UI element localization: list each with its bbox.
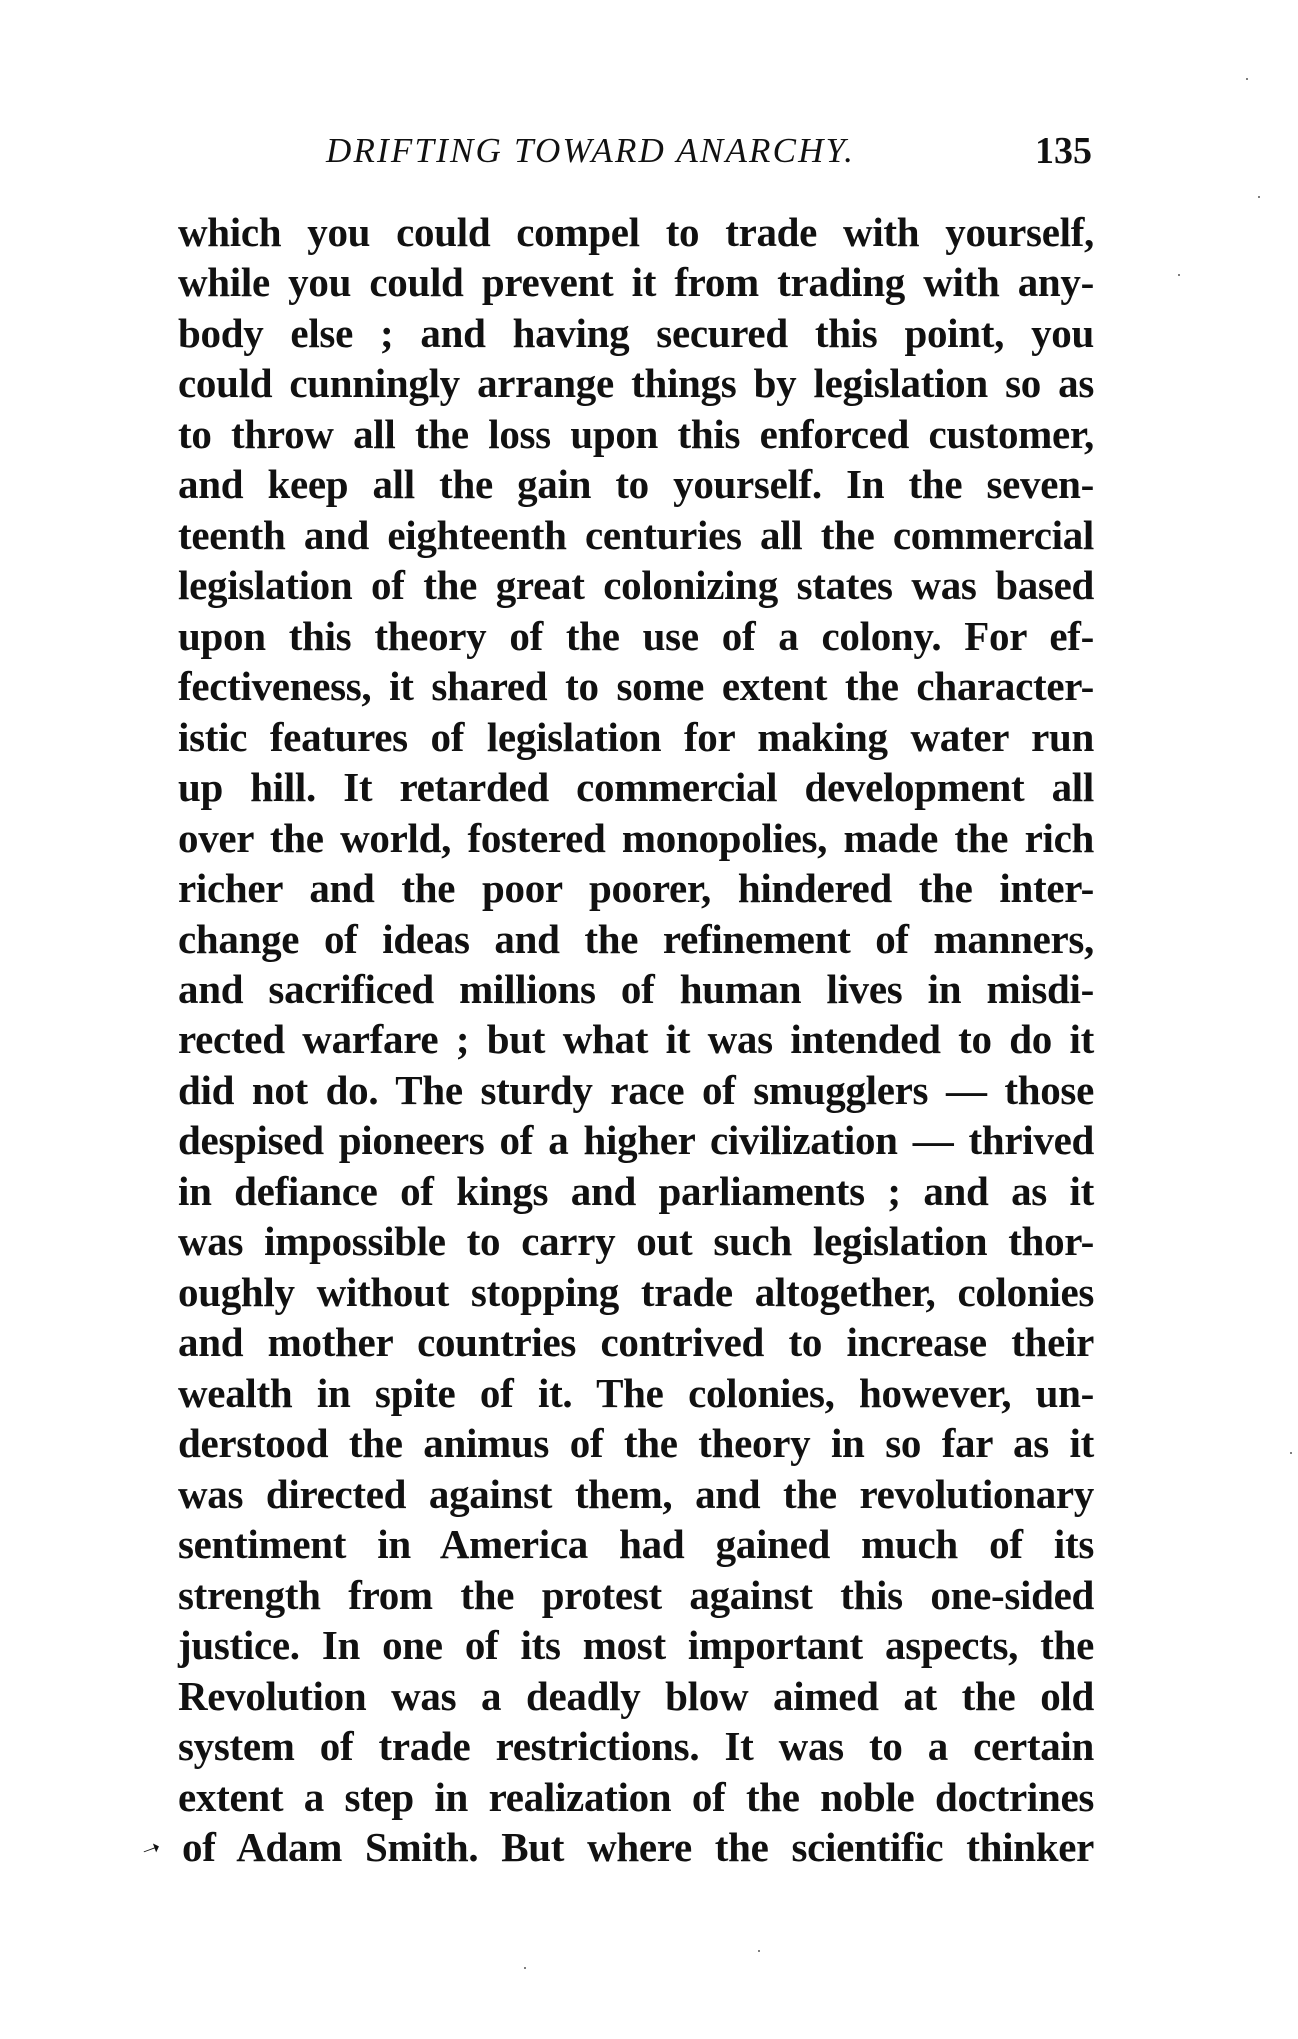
text-line: which you could compel to trade with yourself, xyxy=(178,209,1094,255)
text-line: up hill. It retarded commercial development all xyxy=(178,764,1094,810)
text-line: derstood the animus of the theory in so far as it xyxy=(178,1420,1094,1466)
text-line: istic features of legislation for making water run xyxy=(178,714,1094,760)
text-line: in defiance of kings and parliaments ; and as it xyxy=(178,1168,1094,1214)
text-line: was impossible to carry out such legislation thor- xyxy=(178,1218,1094,1264)
text-line: and mother countries contrived to increase their xyxy=(178,1319,1094,1365)
text-line: despised pioneers of a higher civilization — thrived xyxy=(178,1117,1094,1163)
running-title: DRIFTING TOWARD ANARCHY. xyxy=(326,131,856,170)
margin-arrow-icon: ➝ xyxy=(138,1833,164,1864)
scan-speck xyxy=(1258,196,1260,198)
text-line: upon this theory of the use of a colony. For ef- xyxy=(178,613,1094,659)
page-number: 135 xyxy=(1035,130,1092,172)
text-line: while you could prevent it from trading with any- xyxy=(178,259,1094,305)
scan-speck xyxy=(1246,78,1248,80)
text-line: fectiveness, it shared to some extent the character- xyxy=(178,663,1094,709)
text-line: teenth and eighteenth centuries all the commercial xyxy=(178,512,1094,558)
text-line: richer and the poor poorer, hindered the inter- xyxy=(178,865,1094,911)
running-head xyxy=(326,128,1092,174)
text-line: change of ideas and the refinement of manners, xyxy=(178,916,1094,962)
text-line: legislation of the great colonizing states was based xyxy=(178,562,1094,608)
text-line: was directed against them, and the revolutionary xyxy=(178,1471,1094,1517)
text-line: sentiment in America had gained much of its xyxy=(178,1521,1094,1567)
text-line: to throw all the loss upon this enforced customer, xyxy=(178,411,1094,457)
text-line: system of trade restrictions. It was to a certain xyxy=(178,1723,1094,1769)
text-line: and sacrificed millions of human lives in misdi- xyxy=(178,966,1094,1012)
text-line: and keep all the gain to yourself. In the seven- xyxy=(178,461,1094,507)
text-line: Revolution was a deadly blow aimed at the old xyxy=(178,1673,1094,1719)
text-line: wealth in spite of it. The colonies, however, un- xyxy=(178,1370,1094,1416)
text-line: extent a step in realization of the noble doctrines xyxy=(178,1774,1094,1820)
scan-speck xyxy=(758,1950,760,1952)
text-line: over the world, fostered monopolies, made the rich xyxy=(178,815,1094,861)
text-line: of Adam Smith. But where the scientific thinker xyxy=(182,1824,1094,1870)
scan-speck xyxy=(1178,274,1180,276)
text-line: body else ; and having secured this point, you xyxy=(178,310,1094,356)
text-line: strength from the protest against this one-sided xyxy=(178,1572,1094,1618)
text-line: could cunningly arrange things by legislation so as xyxy=(178,360,1094,406)
text-line: justice. In one of its most important aspects, the xyxy=(178,1622,1094,1668)
text-line: did not do. The sturdy race of smugglers — those xyxy=(178,1067,1094,1113)
text-line: rected warfare ; but what it was intended to do it xyxy=(178,1016,1094,1062)
scan-speck xyxy=(1290,1452,1292,1454)
scan-speck xyxy=(524,1967,526,1969)
text-line: oughly without stopping trade altogether, colonies xyxy=(178,1269,1094,1315)
